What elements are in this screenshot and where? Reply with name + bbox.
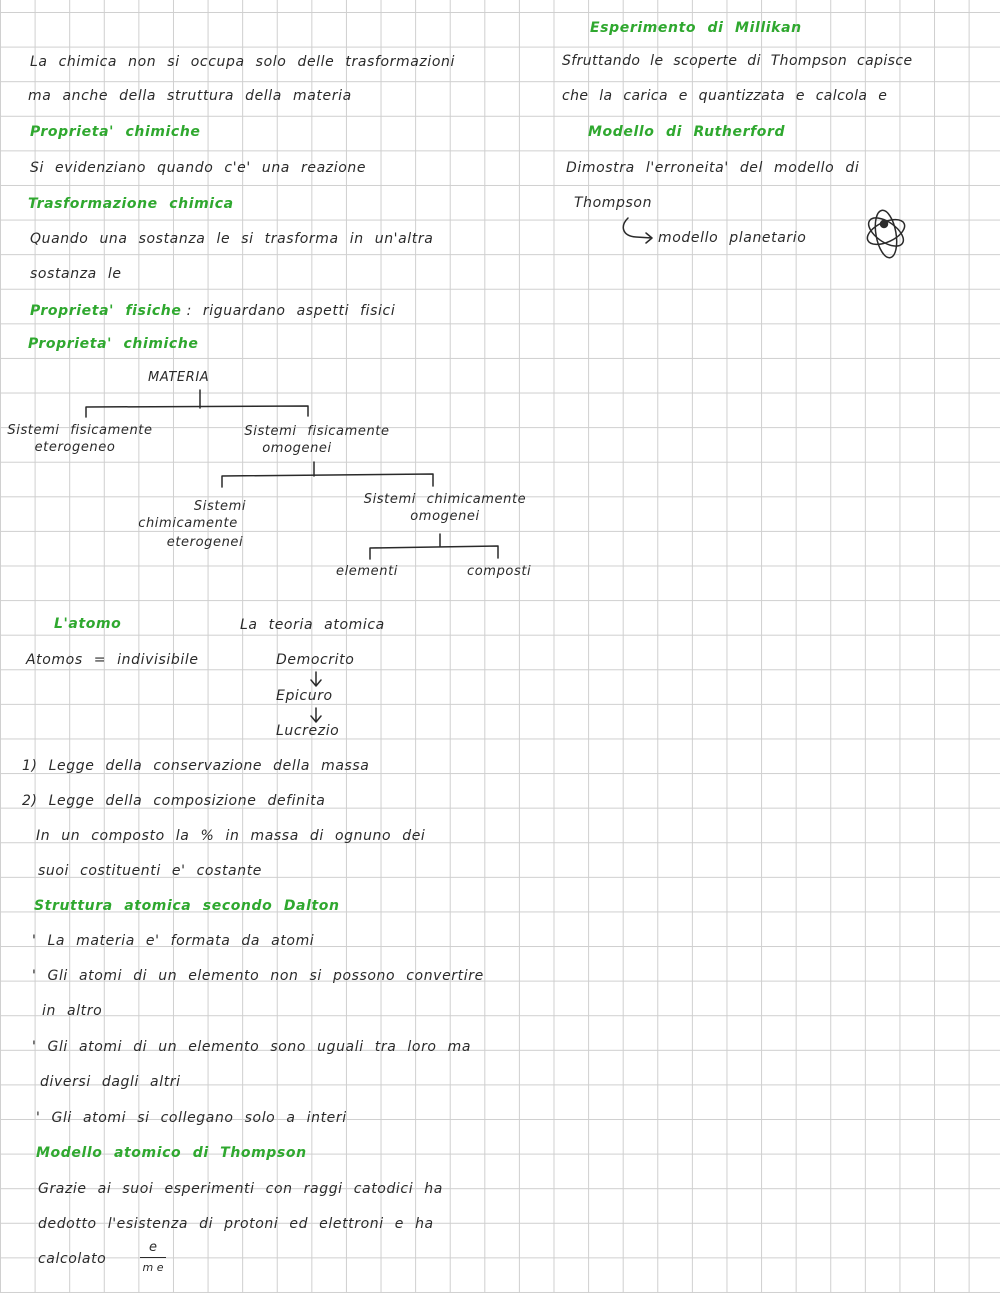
legge-2-desc-1: In un composto la % in massa di ognuno dei bbox=[36, 828, 426, 844]
arrow-democrito-epicuro bbox=[311, 672, 321, 686]
dalton-point-2b: in altro bbox=[42, 1003, 103, 1019]
proprieta-chimiche-desc: Si evidenziano quando c'e' una reazione bbox=[30, 160, 367, 176]
philosopher-democrito: Democrito bbox=[276, 652, 355, 668]
thompson-line-3: calcolato bbox=[38, 1251, 107, 1267]
dalton-point-1: ' La materia e' formata da atomi bbox=[32, 933, 315, 949]
thompson-line-1: Grazie ai suoi esperimenti con raggi catodici ha bbox=[38, 1181, 443, 1197]
proprieta-fisiche-desc: : riguardano aspetti fisici bbox=[186, 303, 396, 319]
tree-bracket-chem-omo bbox=[370, 546, 498, 559]
fraction-e-over-me bbox=[140, 1240, 166, 1275]
legge-1: 1) Legge della conservazione della massa bbox=[22, 758, 370, 774]
tree-bracket-materia bbox=[86, 406, 308, 417]
philosopher-lucrezio: Lucrezio bbox=[276, 723, 340, 739]
legge-2-desc-2: suoi costituenti e' costante bbox=[38, 863, 262, 879]
dalton-point-3a: ' Gli atomi di un elemento sono uguali tra loro ma bbox=[32, 1039, 472, 1055]
heading-proprieta-fisiche: Proprieta' fisiche bbox=[30, 303, 182, 319]
proprieta-fisiche-line bbox=[30, 300, 395, 319]
atomos-definition: Atomos = indivisibile bbox=[26, 652, 199, 668]
modello-planetario: modello planetario bbox=[658, 230, 807, 246]
tree-bracket-omogenei bbox=[222, 474, 433, 487]
heading-thompson: Modello atomico di Thompson bbox=[36, 1145, 307, 1161]
tree-root-materia: MATERIA bbox=[148, 370, 210, 385]
tree-het-line-1: Sistemi fisicamente bbox=[7, 423, 153, 438]
heading-rutherford: Modello di Rutherford bbox=[588, 124, 786, 140]
trasformazione-line-2: sostanza le bbox=[30, 266, 122, 282]
teoria-atomica: La teoria atomica bbox=[240, 617, 385, 633]
intro-line-2: ma anche della struttura della materia bbox=[28, 88, 352, 104]
thompson-line-2: dedotto l'esistenza di protoni ed elettroni e ha bbox=[38, 1216, 434, 1232]
dalton-point-3b: diversi dagli altri bbox=[40, 1074, 181, 1090]
millikan-line-2: che la carica e quantizzata e calcola e bbox=[562, 88, 888, 104]
rutherford-line-2: Thompson bbox=[574, 195, 653, 211]
fraction-numerator: e bbox=[149, 1240, 157, 1255]
dalton-point-4: ' Gli atomi si collegano solo a interi bbox=[36, 1110, 347, 1126]
heading-trasformazione-chimica: Trasformazione chimica bbox=[28, 196, 234, 212]
tree-chem-omo-line-2: omogenei bbox=[410, 509, 480, 524]
tree-chem-het-line-2: chimicamente bbox=[138, 516, 238, 531]
tree-chem-het-line-3: eterogenei bbox=[166, 535, 244, 550]
tree-het-line-2: eterogeneo bbox=[34, 440, 116, 455]
hook-arrow-icon bbox=[623, 218, 652, 243]
dalton-point-2a: ' Gli atomi di un elemento non si possono convertire bbox=[32, 968, 484, 984]
tree-composti: composti bbox=[467, 564, 532, 579]
tree-chem-omo-line-1: Sistemi chimicamente bbox=[363, 492, 527, 507]
heading-atomo: L'atomo bbox=[54, 616, 122, 632]
tree-omo-line-1: Sistemi fisicamente bbox=[244, 424, 390, 439]
legge-2: 2) Legge della composizione definita bbox=[22, 793, 326, 809]
fraction-bar bbox=[140, 1257, 166, 1258]
tree-omo-line-2: omogenei bbox=[262, 441, 332, 456]
millikan-line-1: Sfruttando le scoperte di Thompson capisce bbox=[562, 53, 913, 69]
rutherford-line-1: Dimostra l'erroneita' del modello di bbox=[566, 160, 860, 176]
heading-dalton: Struttura atomica secondo Dalton bbox=[34, 898, 340, 914]
philosopher-epicuro: Epicuro bbox=[276, 688, 333, 704]
arrow-epicuro-lucrezio bbox=[311, 708, 321, 722]
tree-chem-het-line-1: Sistemi bbox=[193, 499, 247, 514]
fraction-denominator: m e bbox=[142, 1261, 164, 1274]
intro-line-1: La chimica non si occupa solo delle trasformazioni bbox=[30, 54, 455, 70]
tree-elementi: elementi bbox=[336, 564, 399, 579]
atom-icon bbox=[864, 209, 909, 260]
heading-proprieta-chimiche-2: Proprieta' chimiche bbox=[28, 336, 199, 352]
heading-proprieta-chimiche: Proprieta' chimiche bbox=[30, 124, 201, 140]
trasformazione-line-1: Quando una sostanza le si trasforma in un'altra bbox=[30, 231, 434, 247]
heading-millikan: Esperimento di Millikan bbox=[590, 20, 802, 36]
